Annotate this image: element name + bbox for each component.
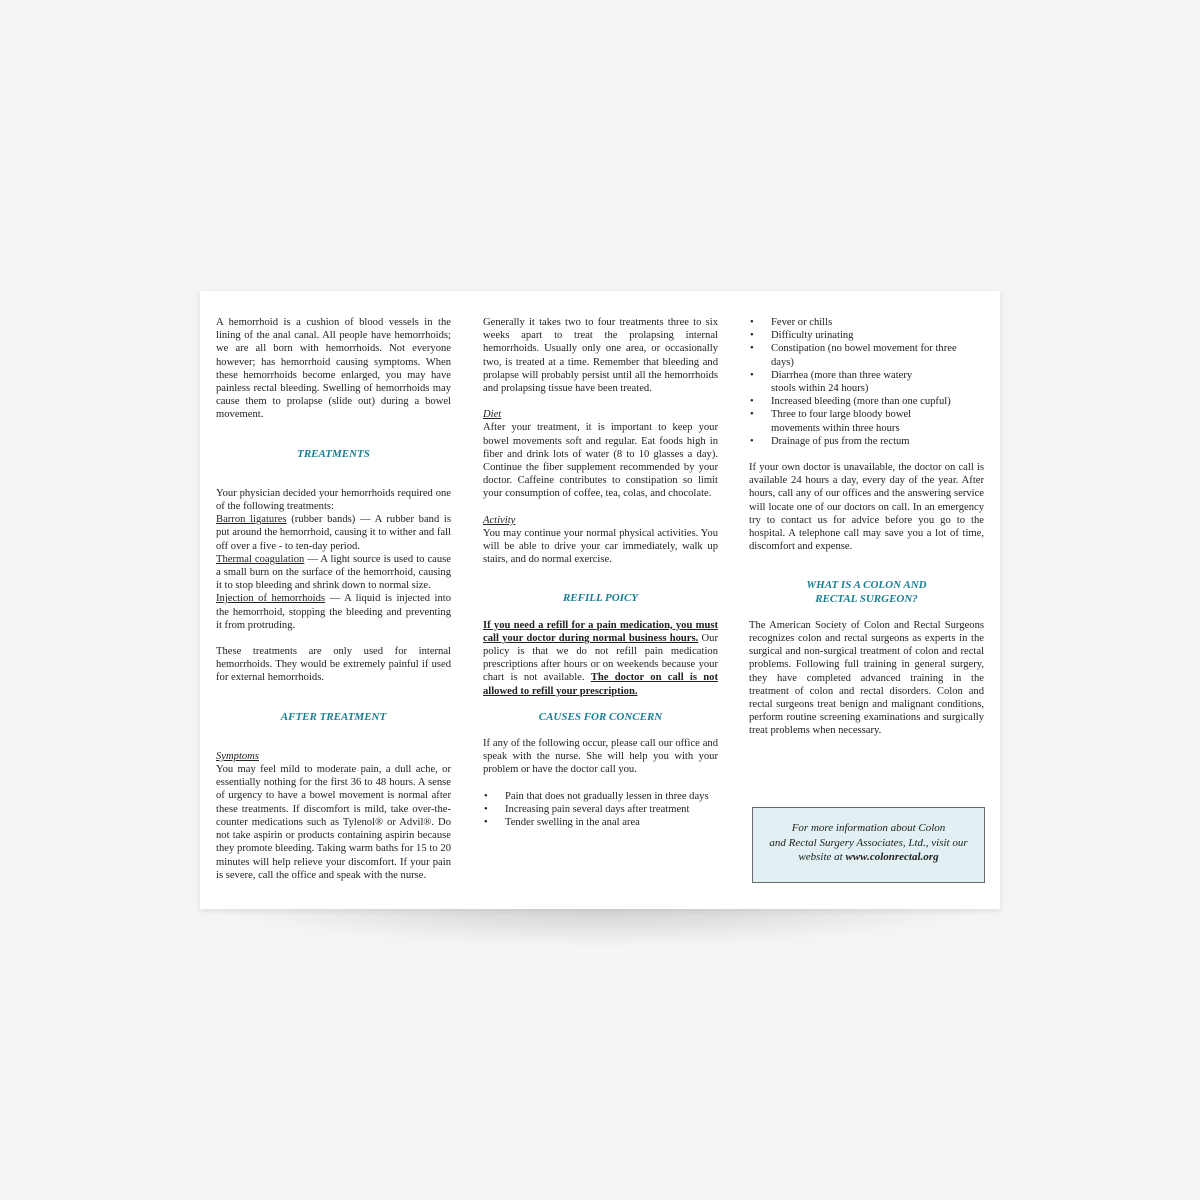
sheet-shadow (210, 905, 990, 945)
barron-term: Barron ligatures (216, 514, 287, 526)
injection-text: — A liquid is injected into the hemorrhoid, stopping the bleeding and preventing it from protruding. (216, 593, 452, 631)
info-line-3 (753, 850, 984, 865)
treatments-heading: TREATMENTS (297, 447, 370, 460)
surgeon-heading-line2: RECTAL SURGEON? (815, 592, 918, 605)
thermal-paragraph (216, 553, 451, 593)
activity-paragraph: You may continue your normal physical activities. You will be able to drive your car immediately, walk up stairs, and do normal exercise. (483, 527, 718, 566)
treatments-intro: Your physician decided your hemorrhoids required one of the following treatments: (216, 487, 451, 513)
symptoms-paragraph: You may feel mild to moderate pain, a dull ache, or essentially nothing for the first 36 to 48 hours. A sense of urgency to have a bowel movement is normal after these treatments. If discomfort is mild, take over-the-counter medications such as Tylenol® or Advil®. Do not take aspirin or products containing aspirin because they promote bleeding. Taking warm baths for 15 to 20 minutes will help relieve your discomfort. If your pain is severe, call the office and speak with the nurse. (216, 764, 451, 881)
refill-text: Our policy is that we do not refill pain medication prescriptions after hours or on weekends because your chart is not available. (483, 632, 718, 684)
thermal-term: Thermal coagulation (216, 553, 305, 565)
injection-term: Injection of hemorrhoids (216, 593, 326, 605)
list-item: • Pain that does not gradually lessen in three days (483, 790, 718, 803)
injection-paragraph (216, 592, 451, 632)
refill-paragraph (483, 619, 718, 698)
concern-list (749, 316, 984, 448)
internal-note: These treatments are only used for internal hemorrhoids. They would be extremely painful if used for external hemorrhoids. (216, 646, 451, 684)
treatments-timing: Generally it takes two to four treatments three to six weeks apart to treat the prolapsing internal hemorrhoids. Usually only one area, or occasionally two, is treated at a time. Remember that bleeding and prolapse will probably persist until all the hemorrhoids and prolapsing tissue have been treated. (483, 317, 718, 395)
info-line-1: For more information about Colon (791, 822, 946, 834)
more-info-box (752, 807, 985, 883)
refill-bold-2: The doctor on call is not allowed to refill your prescription. (483, 672, 718, 697)
column-2 (483, 316, 718, 829)
list-item: • Three to four large bloody bowel movements within three hours (749, 408, 964, 434)
thermal-text: — A light source is used to cause a small burn on the surface of the hemorrhoid, causing it to stop bleeding and shrink down to normal size. (216, 553, 451, 592)
causes-list (483, 790, 718, 830)
list-item: • Tender swelling in the anal area (483, 816, 718, 829)
list-item: • Increased bleeding (more than one cupful) (749, 395, 964, 408)
surgeon-heading-line1: WHAT IS A COLON AND (806, 579, 927, 592)
info-line-3-text: website at (798, 851, 846, 863)
symptoms-label: Symptoms (216, 750, 259, 762)
activity-label: Activity (483, 514, 516, 526)
diet-label: Diet (483, 409, 502, 421)
list-item: • Diarrhea (more than three watery stools within 24 hours) (749, 369, 964, 395)
list-item: • Fever or chills (749, 316, 964, 329)
on-call-paragraph: If your own doctor is unavailable, the doctor on call is available 24 hours a day, every day of the year. After hours, call any of our offices and the answering service will locate one of our doctors on call. In an emergency try to contact us for advice before you go to the hospital. A telephone call may save you a lot of time, discomfort and expense. (749, 462, 984, 553)
after-treatment-heading: AFTER TREATMENT (280, 710, 387, 723)
surgeon-paragraph: The American Society of Colon and Rectal Surgeons recognizes colon and rectal surgeons as experts in the surgical and non-surgical treatment of colon and rectal problems. Following full training in general surgery, they have completed advanced training in the treatment of colon and rectal disorders. Colon and rectal surgeons treat benign and malignant conditions, perform routine screening examinations and surgically treat problems when necessary. (749, 619, 984, 737)
intro-paragraph: A hemorrhoid is a cushion of blood vessels in the lining of the anal canal. All people have hemorrhoids; we are all born with hemorrhoids. Not everyone however; has hemorrhoid causing symptoms. When these hemorrhoids become enlarged, you may have painless rectal bleeding. Swelling of hemorrhoids may cause them to prolapse (slide out) during a bowel movement. (216, 317, 451, 421)
column-1 (216, 316, 451, 882)
barron-paragraph (216, 513, 451, 553)
refill-policy-heading: REFILL POICY (562, 592, 639, 605)
list-item: • Increasing pain several days after treatment (483, 803, 718, 816)
info-line-2: and Rectal Surgery Associates, Ltd., visit our (769, 836, 968, 849)
refill-bold-1: If you need a refill for a pain medication, you must call your doctor during normal business hours. (483, 619, 718, 644)
causes-heading: CAUSES FOR CONCERN (538, 710, 663, 723)
list-item: • Difficulty urinating (749, 329, 964, 342)
brochure-sheet (200, 291, 1000, 909)
website-link[interactable]: www.colonrectal.org (845, 851, 939, 863)
list-item: • Drainage of pus from the rectum (749, 435, 964, 448)
barron-text: (rubber bands) — A rubber band is put around the hemorrhoid, causing it to wither and fall off over a five - to ten-day period. (216, 514, 451, 552)
causes-intro: If any of the following occur, please call our office and speak with the nurse. She will help you with your problem or have the doctor call you. (483, 738, 718, 776)
column-3 (749, 316, 984, 738)
list-item: • Constipation (no bowel movement for three days) (749, 342, 964, 368)
surgeon-heading (749, 579, 984, 605)
diet-paragraph: After your treatment, it is important to keep your bowel movements soft and regular. Eat foods high in fiber and drink lots of water (8 to 10 glasses a day). Continue the fiber supplement recommended by your doctor. Caffeine contributes to constipation so limit your consumption of coffee, tea, colas, and chocolate. (483, 422, 718, 500)
